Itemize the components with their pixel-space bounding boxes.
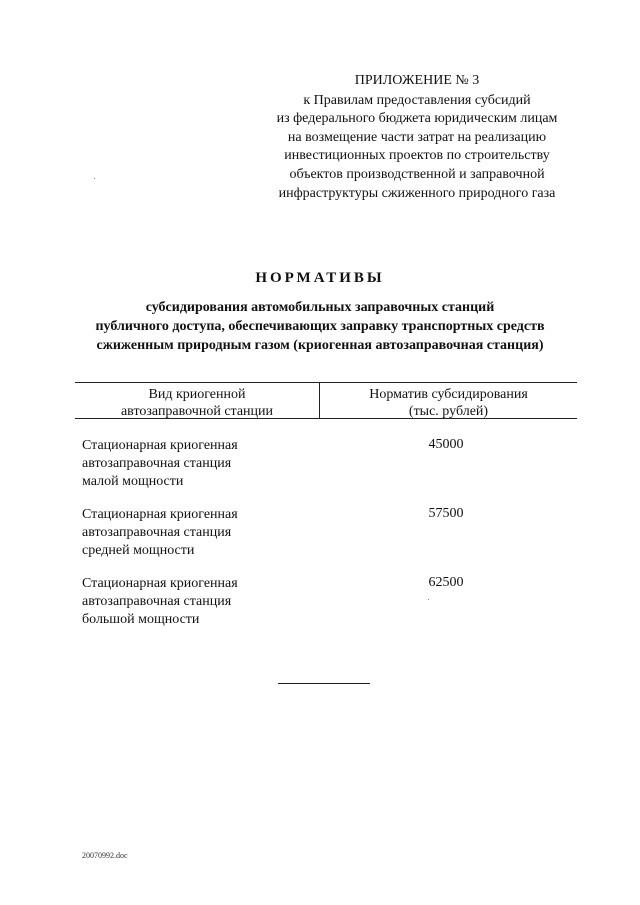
appendix-line: объектов производственной и заправочной — [289, 166, 545, 182]
subtitle-line: субсидирования автомобильных заправочных станций — [145, 300, 495, 315]
subtitle-line: публичного доступа, обеспечивающих заправку транспортных средств — [95, 319, 545, 334]
end-rule — [278, 683, 370, 684]
table-row-name — [82, 437, 312, 491]
table-row-value: 45000 — [428, 437, 464, 452]
row-name-line: автозаправочная станция — [82, 456, 232, 471]
table-row-name — [82, 575, 312, 629]
table-top-rule — [75, 382, 577, 383]
scan-speck — [428, 599, 429, 600]
row-name-line: малой мощности — [82, 474, 184, 489]
table-row-name — [82, 506, 312, 560]
appendix-line: из федерального бюджета юридическим лицам — [276, 111, 558, 127]
row-name-line: средней мощности — [82, 543, 195, 558]
header-line: (тыс. рублей) — [408, 404, 489, 419]
document-title: НОРМАТИВЫ — [255, 270, 385, 286]
header-line: автозаправочной станции — [120, 404, 274, 419]
appendix-line: к Правилам предоставления субсидий — [303, 92, 531, 108]
appendix-heading: ПРИЛОЖЕНИЕ № 3 — [354, 73, 480, 88]
appendix-line: инвестиционных проектов по строительству — [284, 148, 550, 164]
appendix-line: инфраструктуры сжиженного природного газа — [278, 185, 556, 201]
header-line: Вид криогенной — [148, 387, 246, 402]
table-row-value: 57500 — [428, 506, 464, 521]
table-header-norm — [320, 386, 577, 420]
subtitle-line: сжиженным природным газом (криогенная автозаправочная станция) — [96, 338, 544, 353]
table-header-type — [75, 386, 319, 420]
header-line: Норматив субсидирования — [369, 387, 528, 402]
appendix-block — [262, 72, 572, 203]
row-name-line: большой мощности — [82, 612, 200, 627]
row-name-line: Стационарная криогенная — [82, 438, 238, 453]
document-subtitle — [60, 298, 580, 355]
footer-filename: 20070992.doc — [82, 851, 128, 860]
row-name-line: Стационарная криогенная — [82, 507, 238, 522]
scan-speck — [94, 178, 95, 179]
row-name-line: автозаправочная станция — [82, 594, 232, 609]
row-name-line: Стационарная криогенная — [82, 576, 238, 591]
row-name-line: автозаправочная станция — [82, 525, 232, 540]
table-row-value: 62500 — [428, 575, 464, 590]
appendix-line: на возмещение части затрат на реализацию — [287, 129, 547, 145]
